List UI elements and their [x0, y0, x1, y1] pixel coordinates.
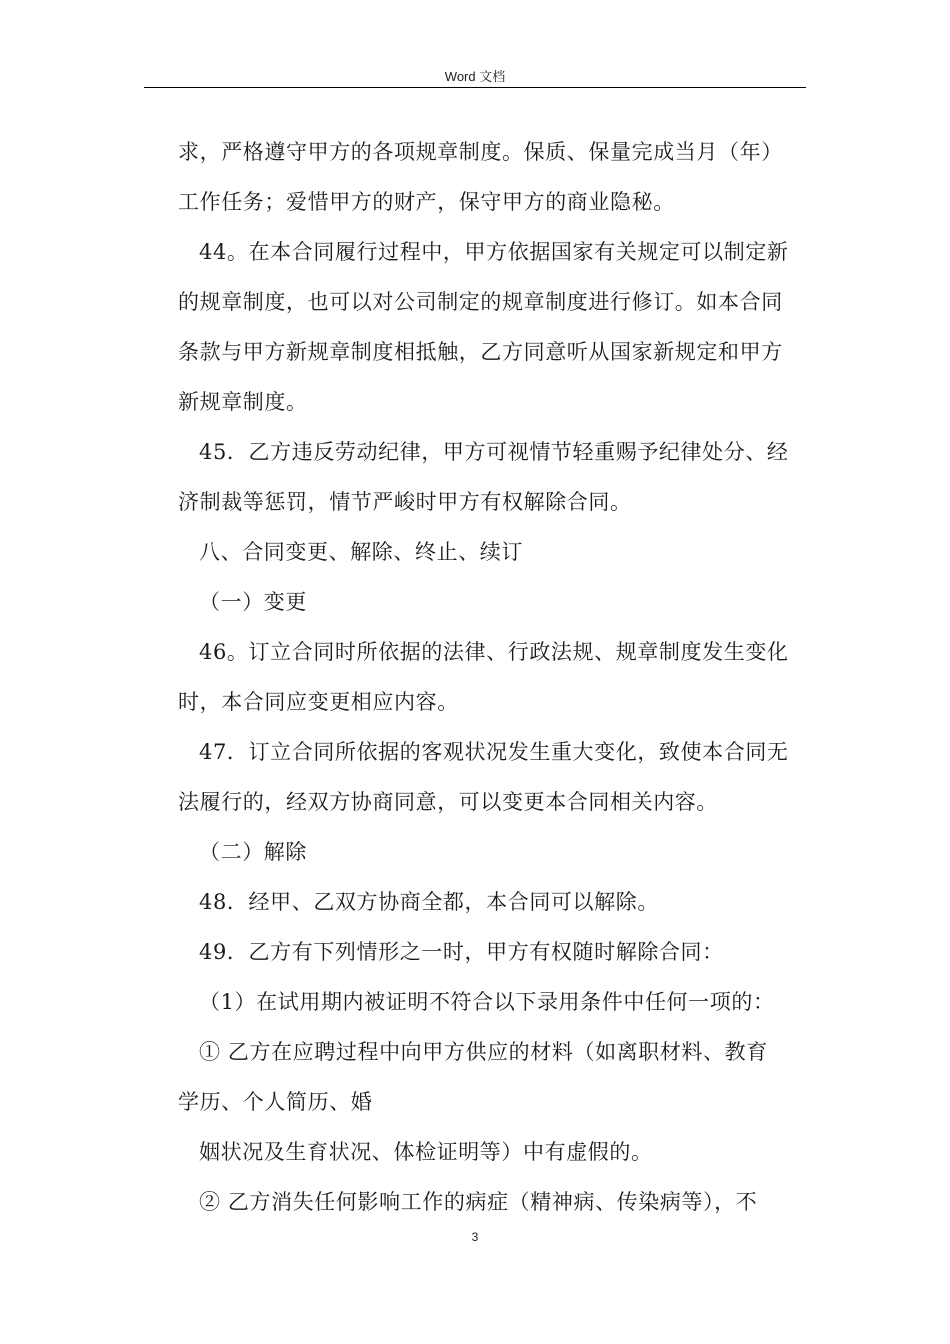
document-body — [178, 127, 808, 1227]
paragraph-line: 姻状况及生育状况、体检证明等）中有虚假的。 — [199, 1140, 653, 1164]
paragraph-line: （1）在试用期内被证明不符合以下录用条件中任何一项的： — [199, 990, 775, 1014]
page-number: 3 — [471, 1230, 479, 1244]
section-heading: 八、合同变更、解除、终止、续订 — [199, 540, 523, 564]
paragraph-line: 时，本合同应变更相应内容。 — [178, 690, 459, 714]
subsection-heading: （一）变更 — [199, 590, 307, 614]
paragraph-line: 48．经甲、乙双方协商全都，本合同可以解除。 — [199, 890, 659, 914]
paragraph-line: 条款与甲方新规章制度相抵触，乙方同意听从国家新规定和甲方 — [178, 340, 783, 364]
paragraph-line: 46。订立合同时所依据的法律、行政法规、规章制度发生变化 — [199, 640, 789, 664]
paragraph-line: ② 乙方消失任何影响工作的病症（精神病、传染病等），不 — [199, 1190, 758, 1214]
paragraph-line: 49．乙方有下列情形之一时，甲方有权随时解除合同： — [199, 940, 724, 964]
paragraph-line: 新规章制度。 — [178, 390, 308, 414]
page-header-title: Word 文档 — [444, 69, 506, 84]
paragraph-line: 的规章制度，也可以对公司制定的规章制度进行修订。如本合同 — [178, 290, 783, 314]
subsection-heading: （二）解除 — [199, 840, 307, 864]
paragraph-line: 47．订立合同所依据的客观状况发生重大变化，致使本合同无 — [199, 740, 789, 764]
paragraph-line: 法履行的，经双方协商同意，可以变更本合同相关内容。 — [178, 790, 718, 814]
paragraph-line: 工作任务；爱惜甲方的财产，保守甲方的商业隐秘。 — [178, 190, 675, 214]
paragraph-line: 学历、个人简历、婚 — [178, 1090, 373, 1114]
paragraph-line: 45．乙方违反劳动纪律，甲方可视情节轻重赐予纪律处分、经 — [199, 440, 789, 464]
header-divider — [144, 87, 806, 88]
paragraph-line: ① 乙方在应聘过程中向甲方供应的材料（如离职材料、教育 — [199, 1040, 768, 1064]
paragraph-line: 求，严格遵守甲方的各项规章制度。保质、保量完成当月（年） — [178, 140, 783, 164]
paragraph-line: 44。在本合同履行过程中，甲方依据国家有关规定可以制定新 — [199, 240, 789, 264]
paragraph-line: 济制裁等惩罚，情节严峻时甲方有权解除合同。 — [178, 490, 632, 514]
